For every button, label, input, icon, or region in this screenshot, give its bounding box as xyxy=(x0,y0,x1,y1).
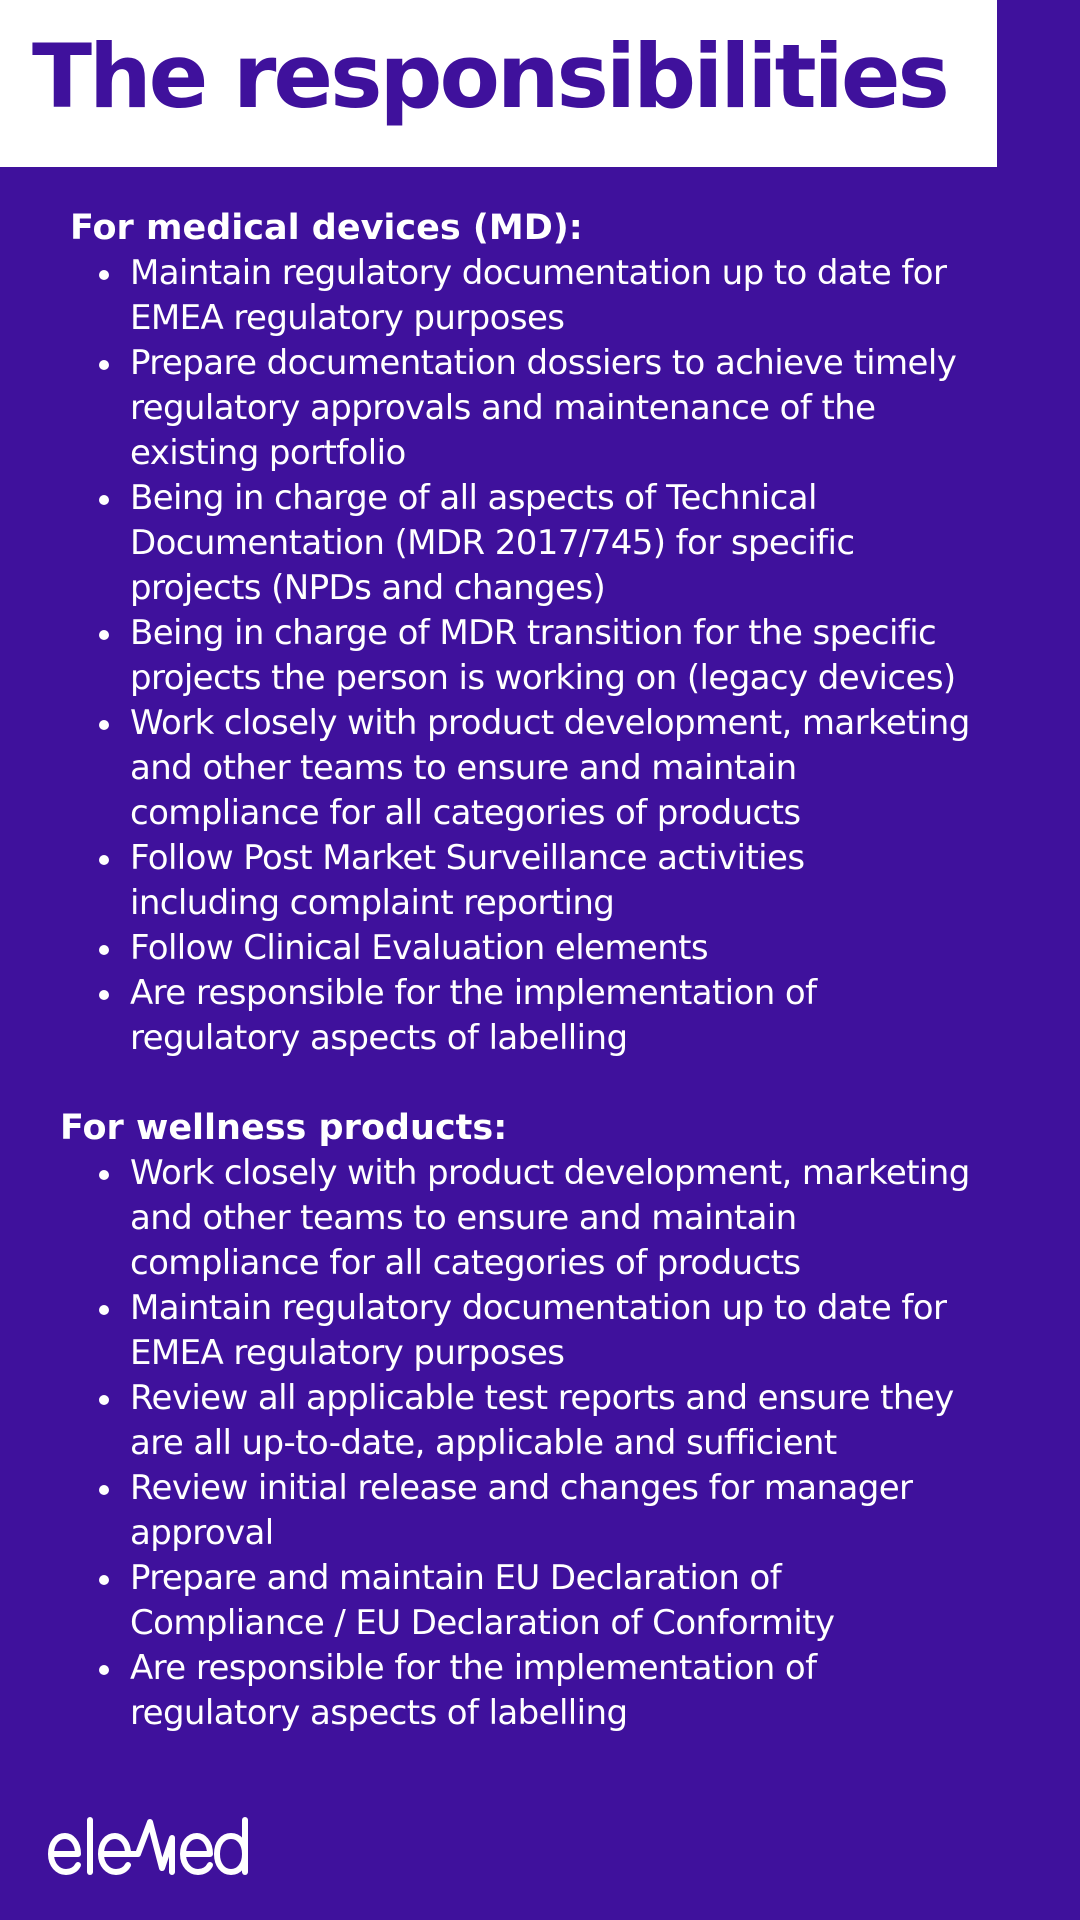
list-item-line: and other teams to ensure and maintain xyxy=(130,748,797,788)
list-item-line: projects the person is working on (legacy devices) xyxy=(130,658,956,698)
list-item xyxy=(0,1286,1080,1376)
list-item xyxy=(0,1466,1080,1556)
bullet-icon xyxy=(99,360,109,370)
list-item-line: Review initial release and changes for manager xyxy=(130,1468,913,1508)
list-item-line: Follow Post Market Surveillance activities xyxy=(130,838,805,878)
bullet-icon xyxy=(99,720,109,730)
list-item-line: Are responsible for the implementation of xyxy=(130,973,817,1013)
list-item-line: including complaint reporting xyxy=(130,883,615,923)
list-item-line: compliance for all categories of products xyxy=(130,793,801,833)
list-item xyxy=(0,701,1080,836)
list-item-line: regulatory aspects of labelling xyxy=(130,1693,628,1733)
list-item-line: projects (NPDs and changes) xyxy=(130,568,606,608)
list-item-line: existing portfolio xyxy=(130,433,406,473)
bullet-icon xyxy=(99,990,109,1000)
list-item xyxy=(0,1646,1080,1736)
list-item-line: Follow Clinical Evaluation elements xyxy=(130,928,708,968)
list-item xyxy=(0,476,1080,611)
bullet-list-wellness-products xyxy=(0,1151,1080,1736)
list-item-line: EMEA regulatory purposes xyxy=(130,298,565,338)
bullet-icon xyxy=(99,1395,109,1405)
list-item-line: Work closely with product development, marketing xyxy=(130,703,970,743)
list-item-line: Prepare documentation dossiers to achieve timely xyxy=(130,343,957,383)
title-banner xyxy=(0,0,997,167)
list-item xyxy=(0,1556,1080,1646)
bullet-icon xyxy=(99,1665,109,1675)
list-item-line: Prepare and maintain EU Declaration of xyxy=(130,1558,782,1598)
list-item xyxy=(0,341,1080,476)
bullet-icon xyxy=(99,945,109,955)
list-item xyxy=(0,926,1080,971)
section-wellness-products xyxy=(0,1106,1080,1736)
bullet-icon xyxy=(99,1305,109,1315)
list-item-line: are all up-to-date, applicable and sufficient xyxy=(130,1423,837,1463)
list-item-line: approval xyxy=(130,1513,274,1553)
list-item xyxy=(0,611,1080,701)
list-item-line: and other teams to ensure and maintain xyxy=(130,1198,797,1238)
list-item-line: compliance for all categories of products xyxy=(130,1243,801,1283)
list-item xyxy=(0,1376,1080,1466)
bullet-list-medical-devices xyxy=(0,251,1080,1061)
list-item-line: Are responsible for the implementation of xyxy=(130,1648,817,1688)
bullet-icon xyxy=(99,495,109,505)
section-heading-medical-devices: For medical devices (MD): xyxy=(70,208,583,248)
list-item-line: EMEA regulatory purposes xyxy=(130,1333,565,1373)
bullet-icon xyxy=(99,630,109,640)
page-title: The responsibilities xyxy=(32,25,947,128)
list-item-line: Being in charge of MDR transition for the specific xyxy=(130,613,937,653)
list-item-line: Maintain regulatory documentation up to date for xyxy=(130,253,947,293)
list-item-line: Review all applicable test reports and ensure they xyxy=(130,1378,954,1418)
bullet-icon xyxy=(99,1575,109,1585)
bullet-icon xyxy=(99,1170,109,1180)
list-item-line: regulatory aspects of labelling xyxy=(130,1018,628,1058)
section-heading-wellness-products: For wellness products: xyxy=(60,1108,508,1148)
list-item xyxy=(0,1151,1080,1286)
list-item-line: Documentation (MDR 2017/745) for specific xyxy=(130,523,855,563)
bullet-icon xyxy=(99,855,109,865)
list-item-line: Work closely with product development, marketing xyxy=(130,1153,970,1193)
bullet-icon xyxy=(99,270,109,280)
bullet-icon xyxy=(99,1485,109,1495)
list-item-line: Maintain regulatory documentation up to date for xyxy=(130,1288,947,1328)
list-item-line: regulatory approvals and maintenance of the xyxy=(130,388,876,428)
list-item xyxy=(0,251,1080,341)
list-item xyxy=(0,971,1080,1061)
list-item xyxy=(0,836,1080,926)
list-item-line: Compliance / EU Declaration of Conformity xyxy=(130,1603,835,1643)
list-item-line: Being in charge of all aspects of Technical xyxy=(130,478,817,518)
elemed-logo-icon xyxy=(44,1812,254,1882)
section-medical-devices xyxy=(0,206,1080,1061)
